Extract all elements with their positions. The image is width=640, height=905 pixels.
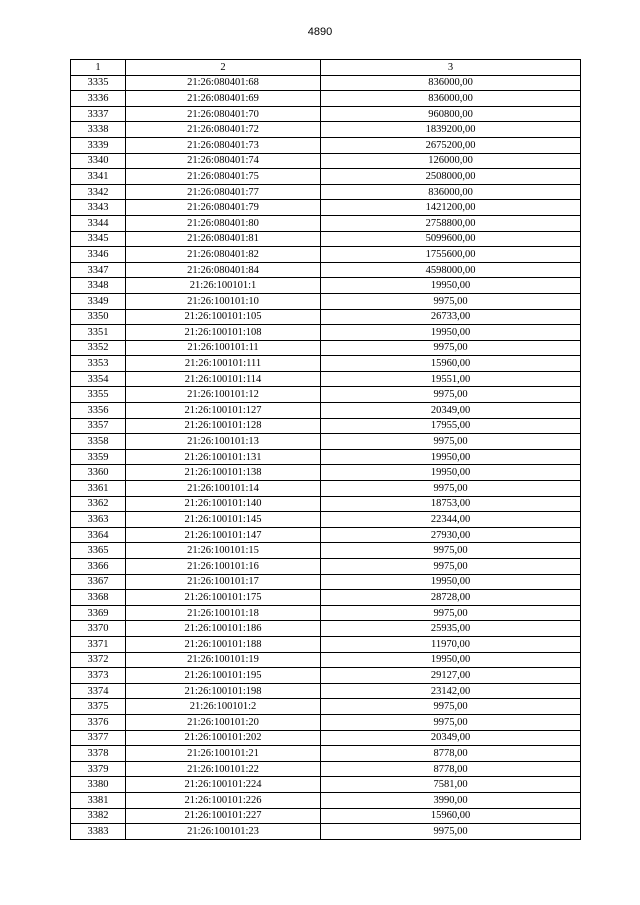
row-number-cell: 3345 [71, 231, 126, 247]
row-number-cell: 3370 [71, 621, 126, 637]
table-header [71, 60, 581, 76]
value-cell: 20349,00 [321, 403, 581, 419]
value-cell: 7581,00 [321, 777, 581, 793]
row-number-cell: 3367 [71, 574, 126, 590]
table-row [71, 200, 581, 216]
row-number-cell: 3352 [71, 340, 126, 356]
value-cell: 9975,00 [321, 559, 581, 575]
table-row [71, 668, 581, 684]
table-row [71, 605, 581, 621]
cadastral-number-cell: 21:26:080401:69 [126, 91, 321, 107]
row-number-cell: 3349 [71, 293, 126, 309]
table-row [71, 465, 581, 481]
row-number-cell: 3366 [71, 559, 126, 575]
value-cell: 2675200,00 [321, 137, 581, 153]
table-row [71, 746, 581, 762]
cadastral-number-cell: 21:26:080401:79 [126, 200, 321, 216]
column-header-3: 3 [321, 60, 581, 76]
cadastral-number-cell: 21:26:080401:80 [126, 215, 321, 231]
value-cell: 27930,00 [321, 527, 581, 543]
cadastral-number-cell: 21:26:100101:175 [126, 590, 321, 606]
cadastral-number-cell: 21:26:080401:84 [126, 262, 321, 278]
value-cell: 29127,00 [321, 668, 581, 684]
value-cell: 9975,00 [321, 714, 581, 730]
cadastral-number-cell: 21:26:100101:19 [126, 652, 321, 668]
cadastral-number-cell: 21:26:100101:140 [126, 496, 321, 512]
table-row [71, 652, 581, 668]
cadastral-number-cell: 21:26:100101:188 [126, 636, 321, 652]
value-cell: 25935,00 [321, 621, 581, 637]
row-number-cell: 3373 [71, 668, 126, 684]
value-cell: 1421200,00 [321, 200, 581, 216]
row-number-cell: 3375 [71, 699, 126, 715]
table-row [71, 590, 581, 606]
value-cell: 1839200,00 [321, 122, 581, 138]
value-cell: 19950,00 [321, 449, 581, 465]
table-row [71, 75, 581, 91]
table-row [71, 621, 581, 637]
table-row [71, 247, 581, 263]
row-number-cell: 3379 [71, 761, 126, 777]
table-row [71, 215, 581, 231]
row-number-cell: 3359 [71, 449, 126, 465]
value-cell: 960800,00 [321, 106, 581, 122]
row-number-cell: 3382 [71, 808, 126, 824]
row-number-cell: 3377 [71, 730, 126, 746]
row-number-cell: 3369 [71, 605, 126, 621]
cadastral-number-cell: 21:26:100101:128 [126, 418, 321, 434]
row-number-cell: 3336 [71, 91, 126, 107]
table-row [71, 153, 581, 169]
value-cell: 19950,00 [321, 465, 581, 481]
cadastral-number-cell: 21:26:100101:22 [126, 761, 321, 777]
table-row [71, 699, 581, 715]
table-row [71, 356, 581, 372]
value-cell: 20349,00 [321, 730, 581, 746]
value-cell: 8778,00 [321, 761, 581, 777]
table-row [71, 434, 581, 450]
row-number-cell: 3380 [71, 777, 126, 793]
table-row [71, 184, 581, 200]
value-cell: 23142,00 [321, 683, 581, 699]
row-number-cell: 3351 [71, 325, 126, 341]
value-cell: 9975,00 [321, 699, 581, 715]
table-row [71, 340, 581, 356]
cadastral-number-cell: 21:26:080401:75 [126, 169, 321, 185]
value-cell: 19950,00 [321, 325, 581, 341]
value-cell: 9975,00 [321, 605, 581, 621]
cadastral-number-cell: 21:26:100101:198 [126, 683, 321, 699]
cadastral-number-cell: 21:26:100101:18 [126, 605, 321, 621]
value-cell: 11970,00 [321, 636, 581, 652]
row-number-cell: 3355 [71, 387, 126, 403]
row-number-cell: 3350 [71, 309, 126, 325]
value-cell: 836000,00 [321, 75, 581, 91]
cadastral-number-cell: 21:26:080401:81 [126, 231, 321, 247]
table-body [71, 75, 581, 839]
cadastral-number-cell: 21:26:100101:20 [126, 714, 321, 730]
value-cell: 17955,00 [321, 418, 581, 434]
cadastral-number-cell: 21:26:100101:202 [126, 730, 321, 746]
cadastral-number-cell: 21:26:100101:2 [126, 699, 321, 715]
cadastral-number-cell: 21:26:100101:1 [126, 278, 321, 294]
cadastral-number-cell: 21:26:080401:77 [126, 184, 321, 200]
cadastral-number-cell: 21:26:100101:114 [126, 371, 321, 387]
table-row [71, 808, 581, 824]
cadastral-value-table [70, 59, 581, 840]
cadastral-number-cell: 21:26:100101:15 [126, 543, 321, 559]
row-number-cell: 3362 [71, 496, 126, 512]
row-number-cell: 3371 [71, 636, 126, 652]
table-row [71, 512, 581, 528]
cadastral-number-cell: 21:26:100101:145 [126, 512, 321, 528]
table-row [71, 761, 581, 777]
value-cell: 19950,00 [321, 278, 581, 294]
cadastral-number-cell: 21:26:080401:82 [126, 247, 321, 263]
row-number-cell: 3344 [71, 215, 126, 231]
row-number-cell: 3348 [71, 278, 126, 294]
row-number-cell: 3358 [71, 434, 126, 450]
row-number-cell: 3339 [71, 137, 126, 153]
cadastral-number-cell: 21:26:100101:10 [126, 293, 321, 309]
cadastral-number-cell: 21:26:100101:23 [126, 824, 321, 840]
row-number-cell: 3374 [71, 683, 126, 699]
value-cell: 15960,00 [321, 356, 581, 372]
value-cell: 5099600,00 [321, 231, 581, 247]
row-number-cell: 3338 [71, 122, 126, 138]
table-row [71, 325, 581, 341]
value-cell: 22344,00 [321, 512, 581, 528]
value-cell: 18753,00 [321, 496, 581, 512]
cadastral-number-cell: 21:26:100101:195 [126, 668, 321, 684]
row-number-cell: 3346 [71, 247, 126, 263]
table-row [71, 714, 581, 730]
value-cell: 19950,00 [321, 652, 581, 668]
value-cell: 8778,00 [321, 746, 581, 762]
row-number-cell: 3341 [71, 169, 126, 185]
value-cell: 2508000,00 [321, 169, 581, 185]
cadastral-number-cell: 21:26:080401:74 [126, 153, 321, 169]
value-cell: 15960,00 [321, 808, 581, 824]
value-cell: 19950,00 [321, 574, 581, 590]
table-row [71, 574, 581, 590]
row-number-cell: 3342 [71, 184, 126, 200]
cadastral-number-cell: 21:26:100101:127 [126, 403, 321, 419]
cadastral-number-cell: 21:26:080401:72 [126, 122, 321, 138]
value-cell: 836000,00 [321, 184, 581, 200]
header-row [71, 60, 581, 76]
row-number-cell: 3347 [71, 262, 126, 278]
cadastral-number-cell: 21:26:100101:12 [126, 387, 321, 403]
row-number-cell: 3365 [71, 543, 126, 559]
table-row [71, 777, 581, 793]
cadastral-number-cell: 21:26:100101:186 [126, 621, 321, 637]
table-row [71, 683, 581, 699]
cadastral-number-cell: 21:26:100101:147 [126, 527, 321, 543]
table-row [71, 262, 581, 278]
table-row [71, 91, 581, 107]
table-row [71, 309, 581, 325]
row-number-cell: 3337 [71, 106, 126, 122]
row-number-cell: 3340 [71, 153, 126, 169]
table-row [71, 824, 581, 840]
row-number-cell: 3381 [71, 792, 126, 808]
column-header-2: 2 [126, 60, 321, 76]
value-cell: 9975,00 [321, 543, 581, 559]
table-row [71, 106, 581, 122]
row-number-cell: 3356 [71, 403, 126, 419]
cadastral-number-cell: 21:26:100101:105 [126, 309, 321, 325]
column-header-1: 1 [71, 60, 126, 76]
value-cell: 9975,00 [321, 293, 581, 309]
cadastral-number-cell: 21:26:080401:73 [126, 137, 321, 153]
value-cell: 126000,00 [321, 153, 581, 169]
value-cell: 1755600,00 [321, 247, 581, 263]
row-number-cell: 3368 [71, 590, 126, 606]
cadastral-number-cell: 21:26:100101:11 [126, 340, 321, 356]
table-row [71, 169, 581, 185]
table-row [71, 730, 581, 746]
row-number-cell: 3353 [71, 356, 126, 372]
value-cell: 9975,00 [321, 481, 581, 497]
cadastral-number-cell: 21:26:100101:131 [126, 449, 321, 465]
cadastral-number-cell: 21:26:100101:224 [126, 777, 321, 793]
table-row [71, 418, 581, 434]
value-cell: 836000,00 [321, 91, 581, 107]
value-cell: 19551,00 [321, 371, 581, 387]
row-number-cell: 3376 [71, 714, 126, 730]
row-number-cell: 3360 [71, 465, 126, 481]
table-row [71, 496, 581, 512]
cadastral-number-cell: 21:26:100101:111 [126, 356, 321, 372]
table-row [71, 527, 581, 543]
value-cell: 28728,00 [321, 590, 581, 606]
cadastral-number-cell: 21:26:100101:17 [126, 574, 321, 590]
table-row [71, 792, 581, 808]
table-row [71, 403, 581, 419]
row-number-cell: 3343 [71, 200, 126, 216]
table-row [71, 449, 581, 465]
row-number-cell: 3357 [71, 418, 126, 434]
cadastral-number-cell: 21:26:100101:227 [126, 808, 321, 824]
row-number-cell: 3354 [71, 371, 126, 387]
cadastral-number-cell: 21:26:100101:14 [126, 481, 321, 497]
value-cell: 9975,00 [321, 824, 581, 840]
table-row [71, 278, 581, 294]
value-cell: 26733,00 [321, 309, 581, 325]
cadastral-number-cell: 21:26:100101:13 [126, 434, 321, 450]
row-number-cell: 3383 [71, 824, 126, 840]
cadastral-number-cell: 21:26:100101:138 [126, 465, 321, 481]
row-number-cell: 3363 [71, 512, 126, 528]
value-cell: 4598000,00 [321, 262, 581, 278]
table-row [71, 387, 581, 403]
value-cell: 9975,00 [321, 387, 581, 403]
row-number-cell: 3364 [71, 527, 126, 543]
table-row [71, 481, 581, 497]
value-cell: 9975,00 [321, 340, 581, 356]
table-row [71, 122, 581, 138]
cadastral-number-cell: 21:26:100101:108 [126, 325, 321, 341]
cadastral-number-cell: 21:26:100101:21 [126, 746, 321, 762]
table-row [71, 293, 581, 309]
table-row [71, 543, 581, 559]
page-number: 4890 [307, 26, 333, 38]
value-cell: 2758800,00 [321, 215, 581, 231]
row-number-cell: 3372 [71, 652, 126, 668]
cadastral-number-cell: 21:26:100101:16 [126, 559, 321, 575]
value-cell: 3990,00 [321, 792, 581, 808]
value-cell: 9975,00 [321, 434, 581, 450]
table-row [71, 371, 581, 387]
cadastral-number-cell: 21:26:080401:70 [126, 106, 321, 122]
row-number-cell: 3378 [71, 746, 126, 762]
table-row [71, 137, 581, 153]
table-row [71, 231, 581, 247]
table-row [71, 559, 581, 575]
table-row [71, 636, 581, 652]
row-number-cell: 3335 [71, 75, 126, 91]
row-number-cell: 3361 [71, 481, 126, 497]
cadastral-number-cell: 21:26:080401:68 [126, 75, 321, 91]
cadastral-number-cell: 21:26:100101:226 [126, 792, 321, 808]
